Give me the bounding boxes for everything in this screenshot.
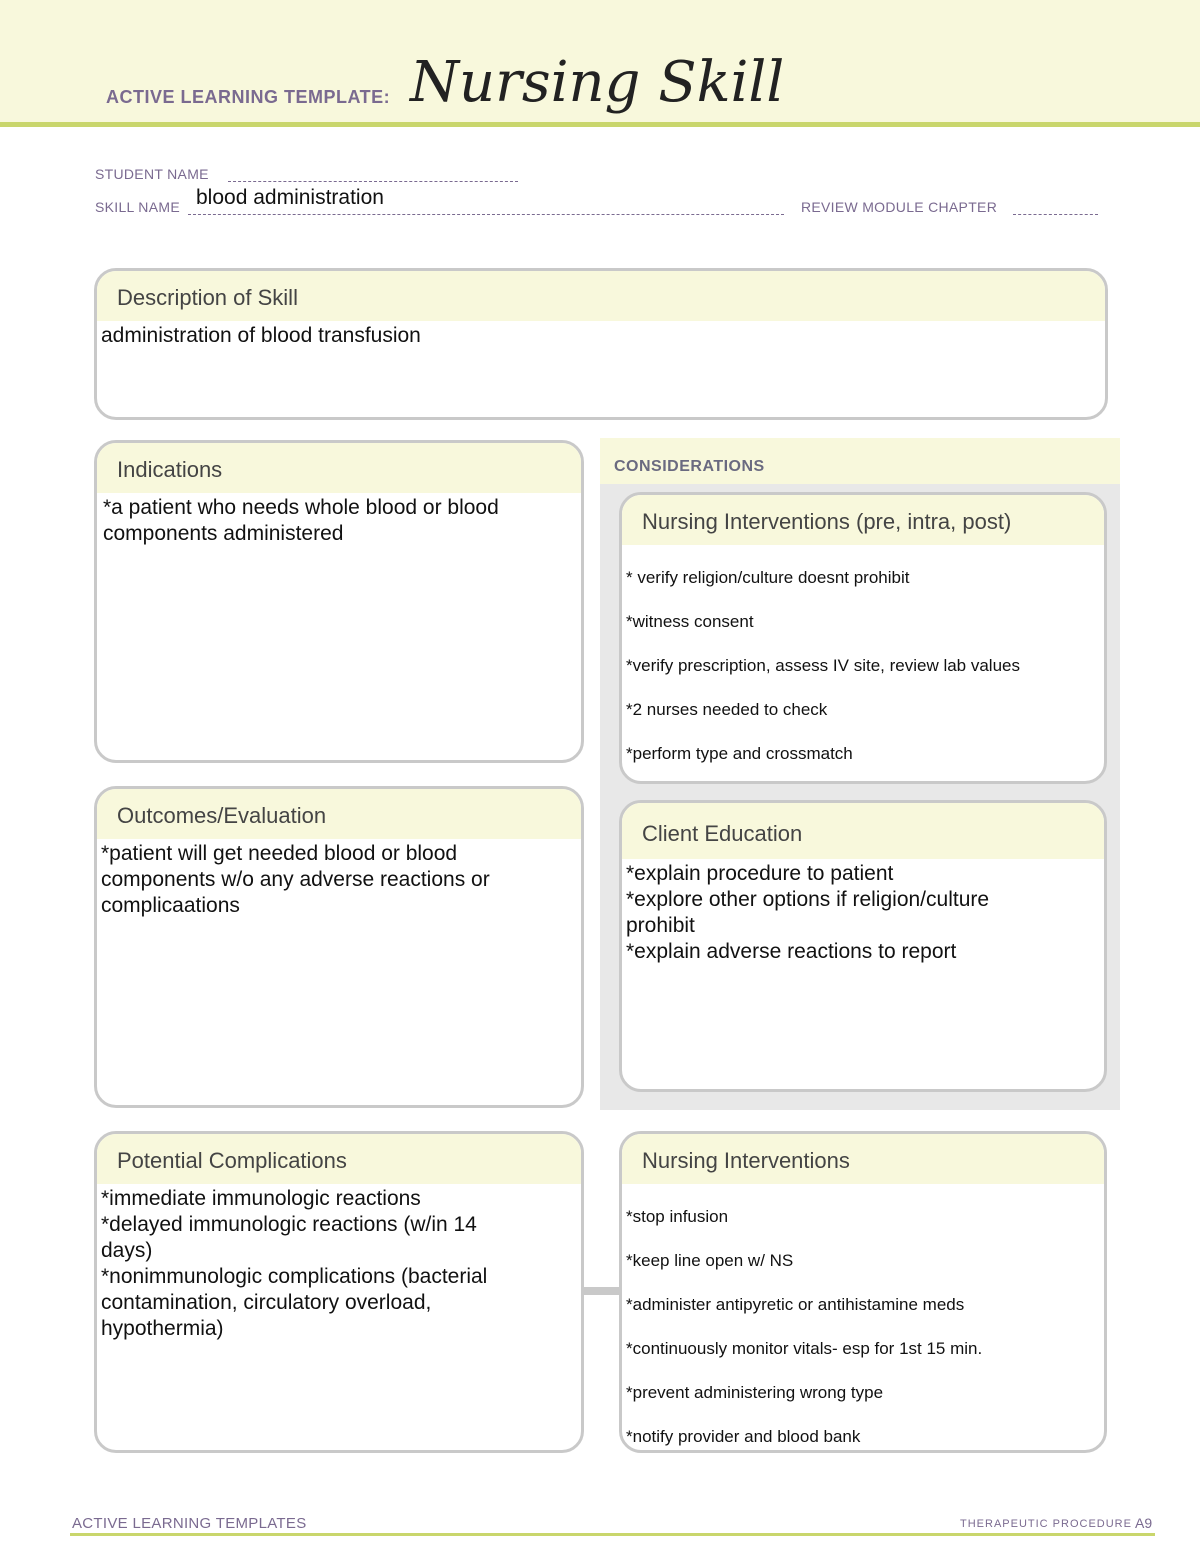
nursing-interventions-pip-list[interactable] xyxy=(622,545,1104,784)
potential-complications-text[interactable]: *immediate immunologic reactions *delayed immunologic reactions (w/in 14 days) *nonimmunologic complications (bacterial contamination, circulatory overload, hypothermia) xyxy=(101,1187,488,1340)
nursing-interventions-pip-box xyxy=(619,492,1107,784)
list-item: *keep line open w/ NS xyxy=(626,1251,794,1270)
student-name-label: STUDENT NAME xyxy=(95,166,209,182)
client-education-title: Client Education xyxy=(622,803,1104,859)
connector-bar xyxy=(582,1287,622,1295)
review-module-label: REVIEW MODULE CHAPTER xyxy=(801,199,998,215)
outcomes-title: Outcomes/Evaluation xyxy=(97,789,581,839)
nursing-interventions-list[interactable] xyxy=(622,1184,1104,1453)
header-rule xyxy=(0,122,1200,127)
list-item: *notify provider and blood bank xyxy=(626,1427,861,1446)
potential-complications-title: Potential Complications xyxy=(97,1134,581,1184)
list-item: *continuously monitor vitals- esp for 1st 15 min. xyxy=(626,1339,983,1358)
outcomes-box xyxy=(94,786,584,1108)
indications-box xyxy=(94,440,584,763)
list-item: * verify religion/culture doesnt prohibit xyxy=(626,568,910,587)
nursing-interventions-box xyxy=(619,1131,1107,1453)
page-title: Nursing Skill xyxy=(410,50,785,115)
list-item: *verify prescription, assess IV site, review lab values xyxy=(626,656,1020,675)
indications-title: Indications xyxy=(97,443,581,493)
page-number: A9 xyxy=(1135,1515,1153,1531)
template-label: ACTIVE LEARNING TEMPLATE: xyxy=(106,87,391,107)
review-module-line xyxy=(1013,214,1098,215)
skill-name-field[interactable]: blood administration xyxy=(196,186,384,209)
description-text[interactable]: administration of blood transfusion xyxy=(101,324,421,347)
footer-left: ACTIVE LEARNING TEMPLATES xyxy=(72,1515,307,1532)
client-education-box xyxy=(619,800,1107,1092)
considerations-label: CONSIDERATIONS xyxy=(614,458,765,475)
skill-name-line xyxy=(188,214,784,215)
outcomes-text[interactable]: *patient will get needed blood or blood components w/o any adverse reactions or complicaations xyxy=(101,842,490,917)
indications-text[interactable]: *a patient who needs whole blood or blood components administered xyxy=(103,496,499,545)
footer-right: THERAPEUTIC PROCEDURE xyxy=(960,1518,1132,1530)
client-education-text[interactable]: *explain procedure to patient *explore other options if religion/culture prohibit *explain adverse reactions to report xyxy=(626,862,990,963)
skill-name-label: SKILL NAME xyxy=(95,199,180,215)
footer-rule xyxy=(70,1533,1155,1536)
nursing-interventions-pip-title: Nursing Interventions (pre, intra, post) xyxy=(622,495,1104,545)
list-item: *stop infusion xyxy=(626,1207,729,1226)
description-title: Description of Skill xyxy=(97,271,1105,321)
list-item: *2 nurses needed to check xyxy=(626,700,828,719)
nursing-interventions-title: Nursing Interventions xyxy=(622,1134,1104,1184)
list-item: *witness consent xyxy=(626,612,754,631)
list-item: *administer antipyretic or antihistamine meds xyxy=(626,1295,965,1314)
potential-complications-box xyxy=(94,1131,584,1453)
list-item: *prevent administering wrong type xyxy=(626,1383,884,1402)
description-box xyxy=(94,268,1108,420)
list-item: *perform type and crossmatch xyxy=(626,744,853,763)
student-name-line xyxy=(228,181,518,182)
